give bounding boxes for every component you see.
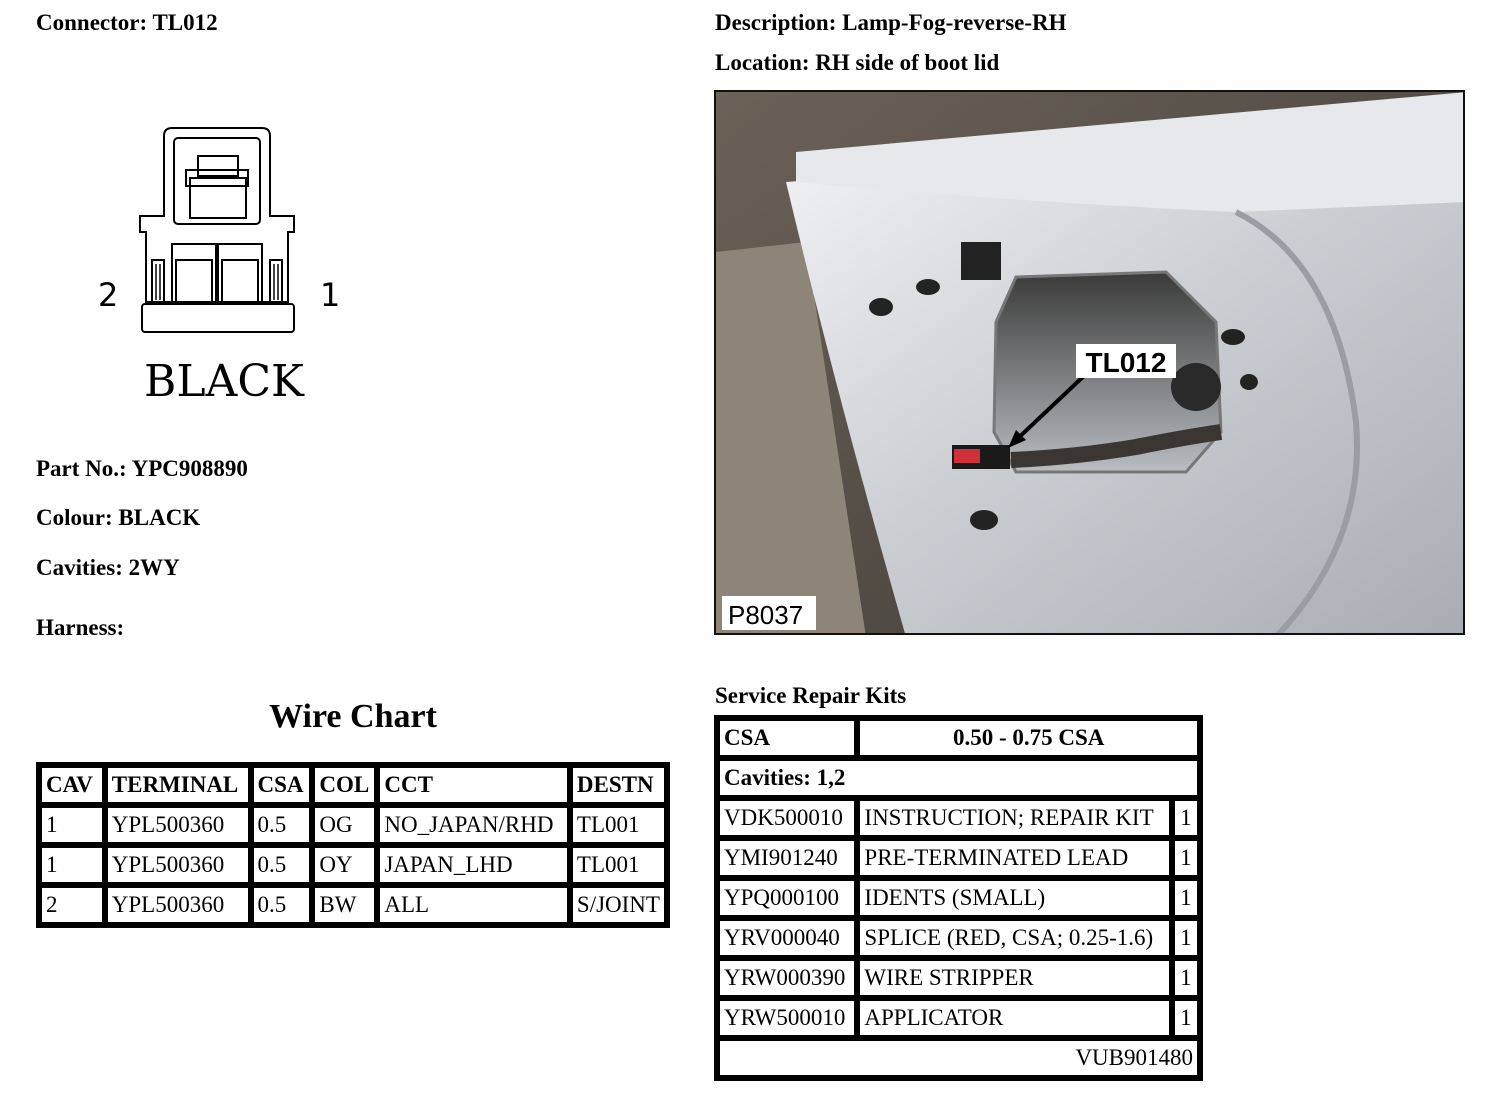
photo-code: P8037 — [728, 600, 804, 630]
kit-part-cell: VDK500010 — [717, 798, 857, 838]
kit-part-cell: YRW000390 — [717, 958, 857, 998]
kit-qty-cell: 1 — [1172, 998, 1200, 1038]
table-row — [717, 878, 1200, 918]
repair-kits-table — [714, 715, 1203, 1081]
kit-footer-code: VUB901480 — [717, 1038, 1200, 1078]
kit-qty-cell: 1 — [1172, 878, 1200, 918]
header-csa: CSA — [251, 765, 313, 805]
header-destn: DESTN — [570, 765, 667, 805]
terminal-cell: YPL500360 — [105, 845, 251, 885]
cav-cell: 1 — [39, 845, 105, 885]
header-col: COL — [312, 765, 377, 805]
col-cell: BW — [312, 885, 377, 925]
header-cct: CCT — [377, 765, 570, 805]
kit-description-cell: PRE-TERMINATED LEAD — [857, 838, 1171, 878]
table-row — [39, 885, 667, 925]
cavities-detail: Cavities: 2WY — [36, 555, 180, 580]
wire-chart-title: Wire Chart — [269, 698, 437, 735]
location-photo — [714, 90, 1465, 635]
part-number: Part No.: YPC908890 — [36, 456, 248, 481]
kit-description-cell: SPLICE (RED, CSA; 0.25-1.6) — [857, 918, 1171, 958]
cct-cell: ALL — [377, 885, 570, 925]
table-row — [717, 918, 1200, 958]
kit-description-cell: WIRE STRIPPER — [857, 958, 1171, 998]
csa-value-cell: 0.50 - 0.75 CSA — [857, 718, 1200, 758]
kit-part-cell: YRV000040 — [717, 918, 857, 958]
table-row — [717, 838, 1200, 878]
terminal-cell: YPL500360 — [105, 805, 251, 845]
table-row — [717, 798, 1200, 838]
wire-chart-table — [36, 762, 670, 928]
repair-kits-title: Service Repair Kits — [715, 683, 907, 708]
kit-qty-cell: 1 — [1172, 838, 1200, 878]
connector-colour-label: BLACK — [144, 356, 304, 407]
csa-cell: 0.5 — [251, 885, 313, 925]
table-row — [717, 998, 1200, 1038]
col-cell: OG — [312, 805, 377, 845]
header-cav: CAV — [39, 765, 105, 805]
cavities-row — [717, 758, 1200, 798]
header-terminal: TERMINAL — [105, 765, 251, 805]
csa-cell: 0.5 — [251, 845, 313, 885]
csa-row — [717, 718, 1200, 758]
cct-cell: NO_JAPAN/RHD — [377, 805, 570, 845]
kit-part-cell: YPQ000100 — [717, 878, 857, 918]
table-row — [717, 958, 1200, 998]
wire-chart-header-row — [39, 765, 667, 805]
kit-qty-cell: 1 — [1172, 798, 1200, 838]
terminal-cell: YPL500360 — [105, 885, 251, 925]
destn-cell: TL001 — [570, 845, 667, 885]
kit-description-cell: INSTRUCTION; REPAIR KIT — [857, 798, 1171, 838]
pin-2-label: 2 — [98, 276, 119, 314]
cav-cell: 2 — [39, 885, 105, 925]
kit-description-cell: IDENTS (SMALL) — [857, 878, 1171, 918]
kit-qty-cell: 1 — [1172, 958, 1200, 998]
destn-cell: TL001 — [570, 805, 667, 845]
csa-cell: 0.5 — [251, 805, 313, 845]
destn-cell: S/JOINT — [570, 885, 667, 925]
pin-1-label: 1 — [320, 276, 341, 314]
footer-row — [717, 1038, 1200, 1078]
kit-part-cell: YMI901240 — [717, 838, 857, 878]
colour-detail: Colour: BLACK — [36, 505, 201, 530]
photo-callout-label: TL012 — [1085, 347, 1167, 378]
harness-detail: Harness: — [36, 615, 125, 640]
kit-qty-cell: 1 — [1172, 918, 1200, 958]
cavities-cell: Cavities: 1,2 — [717, 758, 1200, 798]
cct-cell: JAPAN_LHD — [377, 845, 570, 885]
kit-part-cell: YRW500010 — [717, 998, 857, 1038]
table-row — [39, 845, 667, 885]
location-label: Location: RH side of boot lid — [715, 50, 1000, 75]
kit-description-cell: APPLICATOR — [857, 998, 1171, 1038]
col-cell: OY — [312, 845, 377, 885]
csa-label-cell: CSA — [717, 718, 857, 758]
table-row — [39, 805, 667, 845]
connector-label: Connector: TL012 — [36, 10, 218, 35]
cav-cell: 1 — [39, 805, 105, 845]
description-label: Description: Lamp-Fog-reverse-RH — [715, 10, 1067, 35]
connector-face-diagram — [90, 120, 350, 420]
